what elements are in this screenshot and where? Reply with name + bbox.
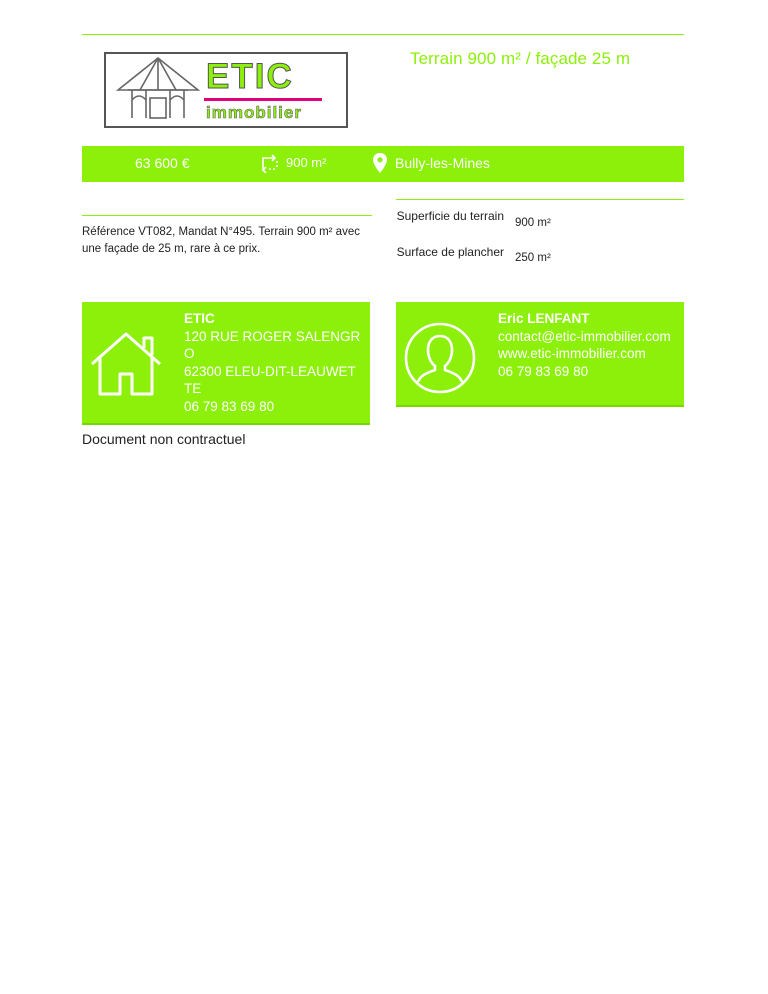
- spec-value-floor-area: 250 m²: [515, 252, 551, 264]
- specs-divider: [396, 199, 684, 200]
- agent-card: [396, 302, 684, 407]
- agent-name: Eric LENFANT: [498, 311, 590, 326]
- disclaimer: Document non contractuel: [82, 431, 246, 447]
- listing-title: Terrain 900 m² / façade 25 m: [410, 49, 631, 68]
- price: 63 600 €: [135, 155, 190, 171]
- house-icon: [88, 328, 164, 403]
- location-pin-icon: [372, 152, 388, 179]
- agent-phone: 06 79 83 69 80: [498, 363, 589, 379]
- logo-subtitle-text: immobilier: [206, 103, 302, 122]
- agency-address-city: 62300 ELEU-DIT-LEAUWETTE: [184, 363, 356, 396]
- agent-details: [498, 310, 676, 380]
- city: Bully-les-Mines: [395, 155, 490, 171]
- summary-band: [82, 146, 684, 182]
- agency-phone: 06 79 83 69 80: [184, 398, 275, 414]
- logo-underline: [204, 98, 322, 101]
- description-divider: [82, 215, 372, 216]
- person-icon: [402, 320, 478, 401]
- agency-card: [82, 302, 370, 425]
- agency-name: ETIC: [184, 311, 215, 326]
- top-divider: [82, 34, 684, 35]
- spec-value-land-area: 900 m²: [515, 217, 551, 229]
- agent-email[interactable]: contact@etic-immobilier.com: [498, 328, 671, 344]
- spec-label-floor-area: Surface de plancher: [396, 245, 504, 259]
- agency-details: [184, 310, 362, 415]
- area-icon: [260, 153, 280, 178]
- agency-logo: [104, 52, 348, 128]
- description: Référence VT082, Mandat N°495. Terrain 900 m² avec une façade de 25 m, rare à ce prix.: [82, 226, 360, 255]
- area-value: 900 m²: [286, 155, 327, 170]
- logo-brand-text: ETIC: [206, 57, 294, 96]
- spec-label-land-area: Superficie du terrain: [396, 209, 504, 223]
- agency-address-street: 120 RUE ROGER SALENGRO: [184, 328, 361, 361]
- agent-website[interactable]: www.etic-immobilier.com: [498, 346, 646, 361]
